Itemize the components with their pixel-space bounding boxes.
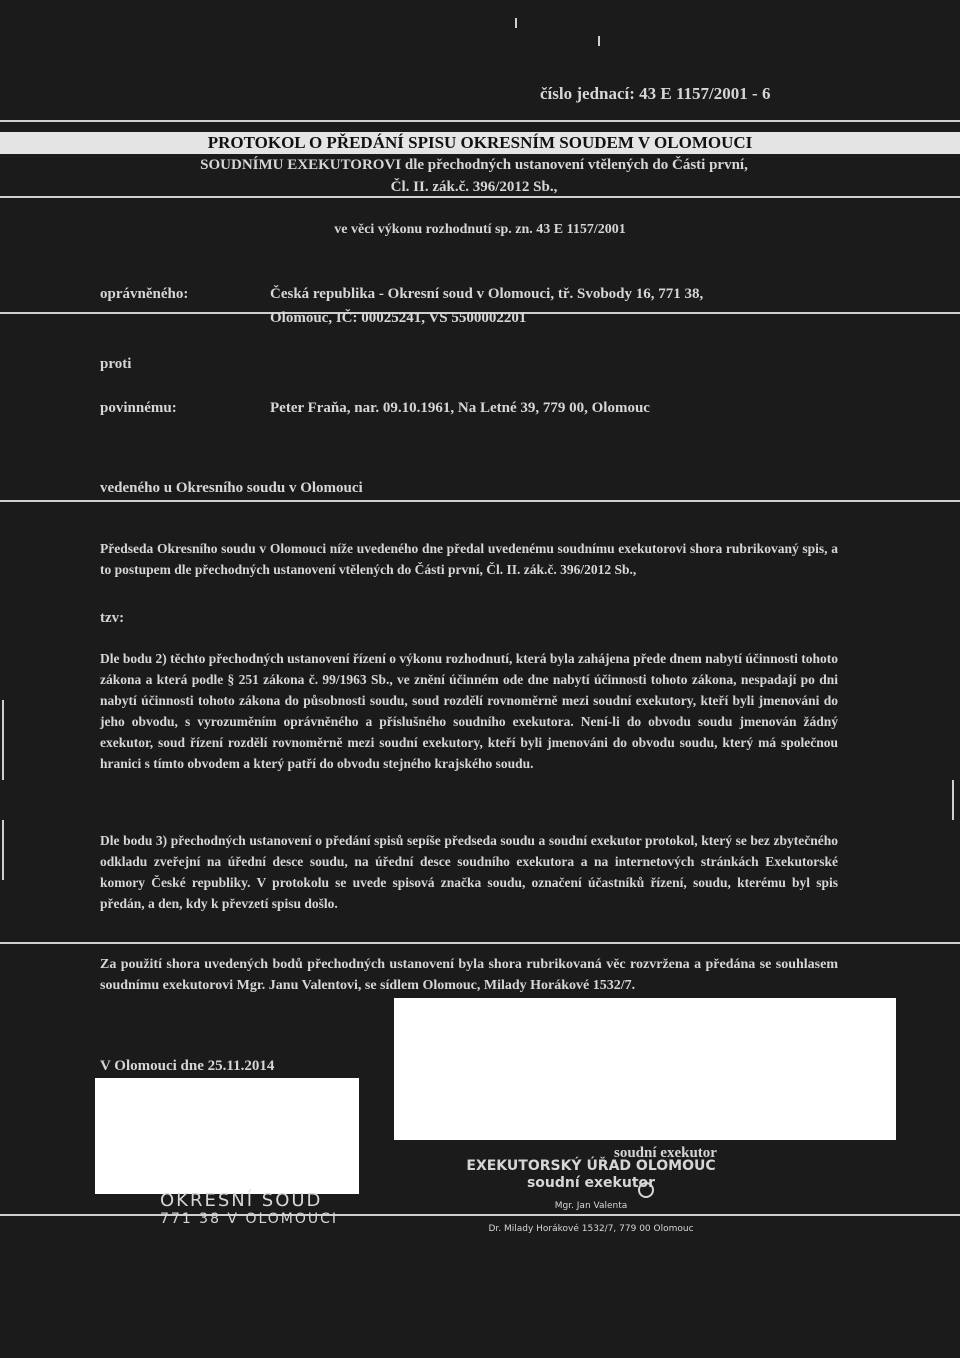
court-stamp (160, 1192, 338, 1228)
execution-reference: ve věci výkonu rozhodnutí sp. zn. 43 E 1157/2001 (334, 222, 626, 237)
rule-court (0, 500, 960, 502)
right-edge-mark (952, 780, 954, 820)
creditor-line-2: Olomouc, IČ: 00025241, VS 5500002201 (270, 310, 527, 326)
point-1-paragraph: Dle bodu 2) těchto přechodných ustanovení řízení o výkonu rozhodnutí, která byla zahájena přede dnem nabytí účinnosti tohoto zákona a která podle § 251 zákona č. 99/1963 Sb., ve znění účinném ode dne nabytí účinnosti tohoto zákona, nespadají po dni nabytí účinnosti tohoto zákona do působnosti soudu, soud rozdělí rovnoměrně mezi soudní exekutory, kteří byli jmenováni do jeho obvodu, s vyrozuměním oprávněného a příslušného soudního exekutora. Není-li do obvodu soudu jmenován žádný exekutor, soud řízení rozdělí rovnoměrně mezi soudní exekutory, kteří byli jmenováni do obvodu soudu, který má společnou hranici s tímto obvodem a který patří do obvodu stejného krajského soudu. (100, 651, 838, 771)
court-stamp-line-2: 771 38 V OLOMOUCI (160, 1211, 339, 1227)
against-label: proti (100, 356, 132, 372)
court-stamp-line-1: OKRESNÍ SOUD (160, 1190, 323, 1211)
debtor-label: povinnému: (100, 400, 177, 416)
conclusion-paragraph: Za použití shora uvedených bodů přechodných ustanovení byla shora rubrikovaná věc rozvržena a předána se souhlasem soudnímu exekutorovi Mgr. Janu Valentovi, se sídlem Olomouc, Milady Horákové 1532/7. (100, 957, 838, 993)
executor-stamp-name: Mgr. Jan Valenta (554, 1201, 628, 1211)
left-edge-mark (2, 700, 4, 780)
debtor-value: Peter Fraňa, nar. 09.10.1961, Na Letné 39, 779 00, Olomouc (270, 400, 650, 416)
top-rule (0, 120, 960, 122)
viz-label: tzv: (100, 610, 125, 626)
document-subtitle (104, 154, 844, 198)
maintained-at: vedeného u Okresního soudu v Olomouci (100, 480, 363, 496)
reference-number: číslo jednací: 43 E 1157/2001 - 6 (540, 84, 771, 103)
executor-stamp-line-2: soudní exekutor (526, 1175, 656, 1191)
stamp-emblem-icon (638, 1182, 654, 1198)
intro-paragraph: Předseda Okresního soudu v Olomouci níže uvedeného dne předal uvedenému soudnímu exekutorovi shora rubrikovaný spis, a to postupem dle přechodných ustanovení vtělených do Části první, Čl. II. zák.č. 396/2012 Sb., (100, 541, 838, 577)
executor-stamp (436, 1158, 746, 1238)
redaction-block-left (95, 1078, 359, 1194)
creditor-value (270, 282, 870, 330)
redaction-block-right (394, 998, 896, 1140)
point-2-paragraph: Dle bodu 3) přechodných ustanovení o předání spisů sepíše předseda soudu a soudní exekutor protokol, který se bez zbytečného odkladu zveřejní na úřední desce soudu, na úřední desce soudního exekutora a na internetových stránkách Exekutorské komory České republiky. V protokolu se uvede spisová značka soudu, označení účastníků řízení, soudu, kterému byl spis předán, a den, kdy k převzetí spisu došlo. (100, 833, 838, 911)
left-edge-mark-2 (2, 820, 4, 880)
document-title: PROTOKOL O PŘEDÁNÍ SPISU OKRESNÍM SOUDEM V OLOMOUCI (0, 132, 960, 154)
rule-points (0, 942, 960, 944)
creditor-line-1: Česká republika - Okresní soud v Olomouci, tř. Svobody 16, 771 38, (270, 286, 704, 302)
executor-stamp-address: Dr. Milady Horákové 1532/7, 779 00 Olomouc (488, 1224, 694, 1234)
signature-title: soudní exekutor (614, 1145, 717, 1161)
date-place: V Olomouci dne 25.11.2014 (100, 1058, 275, 1074)
top-tick (515, 18, 517, 28)
subtitle-line-1: SOUDNÍMU EXEKUTOROVI dle přechodných ustanovení vtělených do Části první, (200, 157, 748, 173)
subtitle-line-2: Čl. II. zák.č. 396/2012 Sb., (390, 179, 558, 195)
executor-stamp-line-1: EXEKUTORSKÝ ÚŘAD OLOMOUC (466, 1158, 716, 1174)
top-tick-2 (598, 36, 600, 46)
creditor-label: oprávněného: (100, 286, 189, 302)
